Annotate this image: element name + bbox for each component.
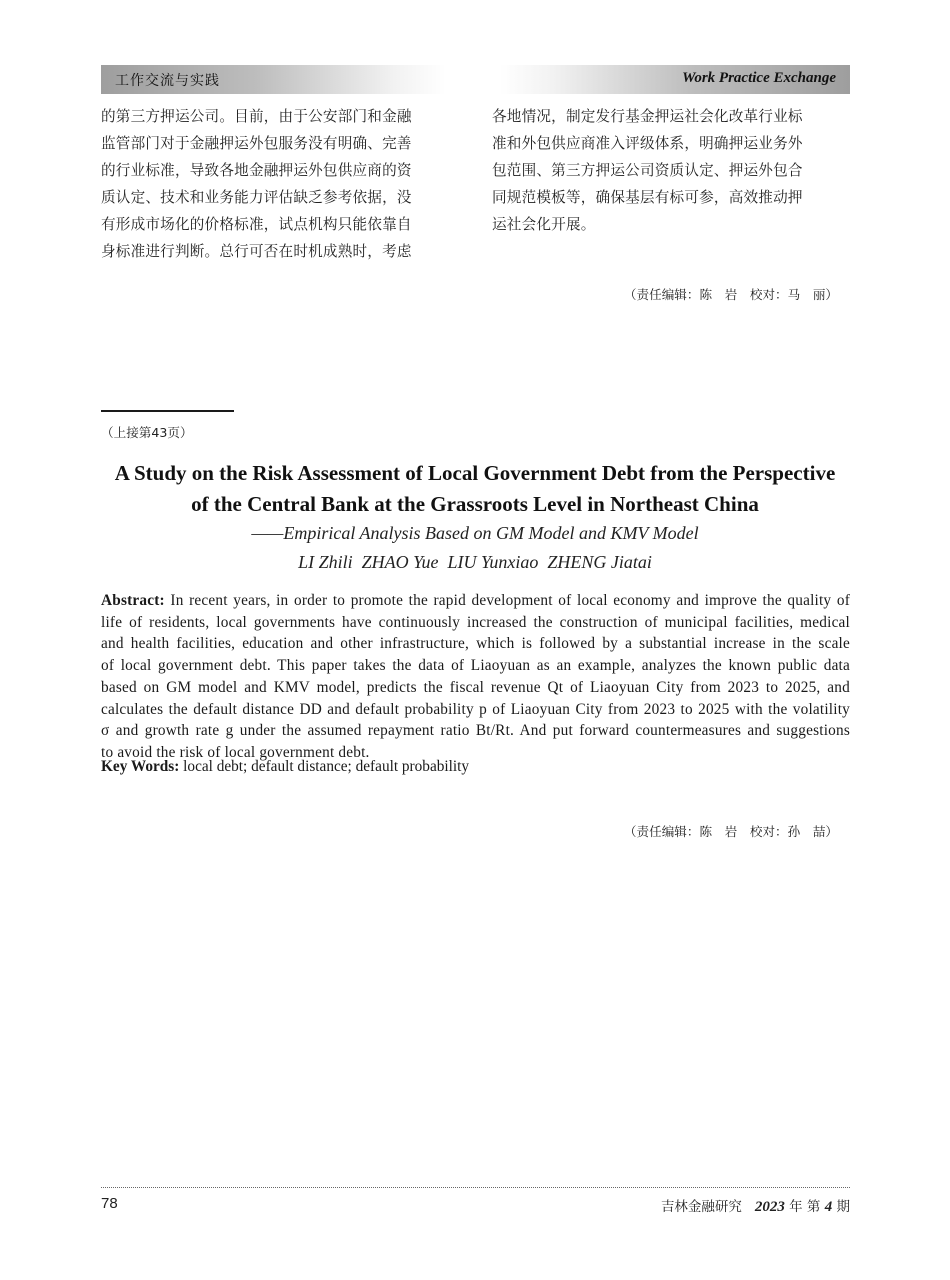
left-column-line: 质认定、技术和业务能力评估缺乏参考依据，没 bbox=[101, 189, 412, 206]
header-section-en bbox=[500, 65, 850, 94]
abstract bbox=[101, 590, 850, 764]
key-words-label: Key Words: bbox=[101, 758, 180, 775]
paper-title bbox=[90, 458, 860, 520]
journal-info bbox=[661, 1195, 850, 1216]
footer-divider bbox=[101, 1187, 850, 1188]
right-column-line: 包范围、第三方押运公司资质认定、押运外包合 bbox=[492, 162, 803, 179]
left-column-line: 监管部门对于金融押运外包服务没有明确、完善 bbox=[101, 135, 412, 152]
abstract-line: of local government debt. This paper takes the data of Liaoyuan as an example, analyzes the known public data bbox=[101, 657, 850, 675]
abstract-line: based on GM model and KMV model, predicts the fiscal revenue Qt of Liaoyuan City from 2023 to 2025, and bbox=[101, 678, 850, 696]
abstract-line bbox=[101, 590, 850, 612]
running-header bbox=[101, 65, 850, 94]
left-column-line: 身标准进行判断。总行可否在时机成熟时，考虑 bbox=[101, 243, 412, 260]
right-column-line: 各地情况，制定发行基金押运社会化改革行业标 bbox=[492, 108, 803, 125]
key-words-text: local debt; default distance; default probability bbox=[179, 758, 470, 775]
header-section-cn-text: 工作交流与实践 bbox=[115, 73, 220, 89]
header-section-en-text: Work Practice Exchange bbox=[682, 70, 836, 86]
paper-title-line: A Study on the Risk Assessment of Local Government Debt from the Perspective bbox=[114, 461, 836, 485]
abstract-line: to avoid the risk of local government debt. bbox=[101, 743, 370, 761]
left-column-line: 的第三方押运公司。目前，由于公安部门和金融 bbox=[101, 108, 412, 125]
page-number: 78 bbox=[101, 1195, 118, 1212]
abstract-text: In recent years, in order to promote the rapid development of local economy and improve the quality of bbox=[164, 592, 850, 609]
editor-note-top: （责任编辑：陈 岩 校对：马 丽） bbox=[623, 287, 838, 302]
abstract-line: calculates the default distance DD and default probability p of Liaoyuan City from 2023 to 2025 with the volatility bbox=[101, 700, 850, 718]
journal-name: 吉林金融研究 bbox=[660, 1199, 742, 1215]
right-column-line: 同规范模板等，确保基层有标可参，高效推动押 bbox=[492, 189, 803, 206]
right-column-text bbox=[492, 103, 852, 238]
left-column-line: 有形成市场化的价格标准，试点机构只能依靠自 bbox=[101, 216, 412, 233]
right-column-line: 准和外包供应商准入评级体系，明确押运业务外 bbox=[492, 135, 803, 152]
journal-year: 2023 bbox=[754, 1199, 785, 1215]
journal-issue: 4 bbox=[824, 1199, 833, 1215]
left-column-text bbox=[101, 103, 461, 265]
abstract-line: life of residents, local governments have continuously increased the construction of municipal facilities, medical bbox=[101, 613, 850, 631]
header-section-cn bbox=[101, 65, 446, 94]
abstract-line: and health facilities, education and other infrastructure, which is followed by a substantial increase in the scale bbox=[101, 635, 850, 653]
right-column-line: 运社会化开展。 bbox=[492, 216, 596, 233]
journal-issue-suffix: 期 bbox=[836, 1199, 850, 1215]
left-column-line: 的行业标准，导致各地金融押运外包供应商的资 bbox=[101, 162, 412, 179]
continued-from-note: （上接第43页） bbox=[101, 425, 193, 440]
abstract-line: σ and growth rate g under the assumed repayment ratio Bt/Rt. And put forward countermeasures and suggestions bbox=[101, 722, 850, 740]
paper-subtitle: ——Empirical Analysis Based on GM Model and KMV Model bbox=[251, 523, 699, 543]
paper-title-line: of the Central Bank at the Grassroots Level in Northeast China bbox=[191, 492, 759, 516]
editor-note-bottom: （责任编辑：陈 岩 校对：孙 喆） bbox=[623, 824, 838, 839]
key-words bbox=[101, 758, 469, 776]
abstract-label: Abstract: bbox=[101, 592, 165, 609]
journal-year-suffix: 年 第 bbox=[789, 1199, 821, 1215]
footnote-divider bbox=[101, 410, 234, 412]
paper-authors: LI Zhili ZHAO Yue LIU Yunxiao ZHENG Jiatai bbox=[298, 552, 652, 572]
